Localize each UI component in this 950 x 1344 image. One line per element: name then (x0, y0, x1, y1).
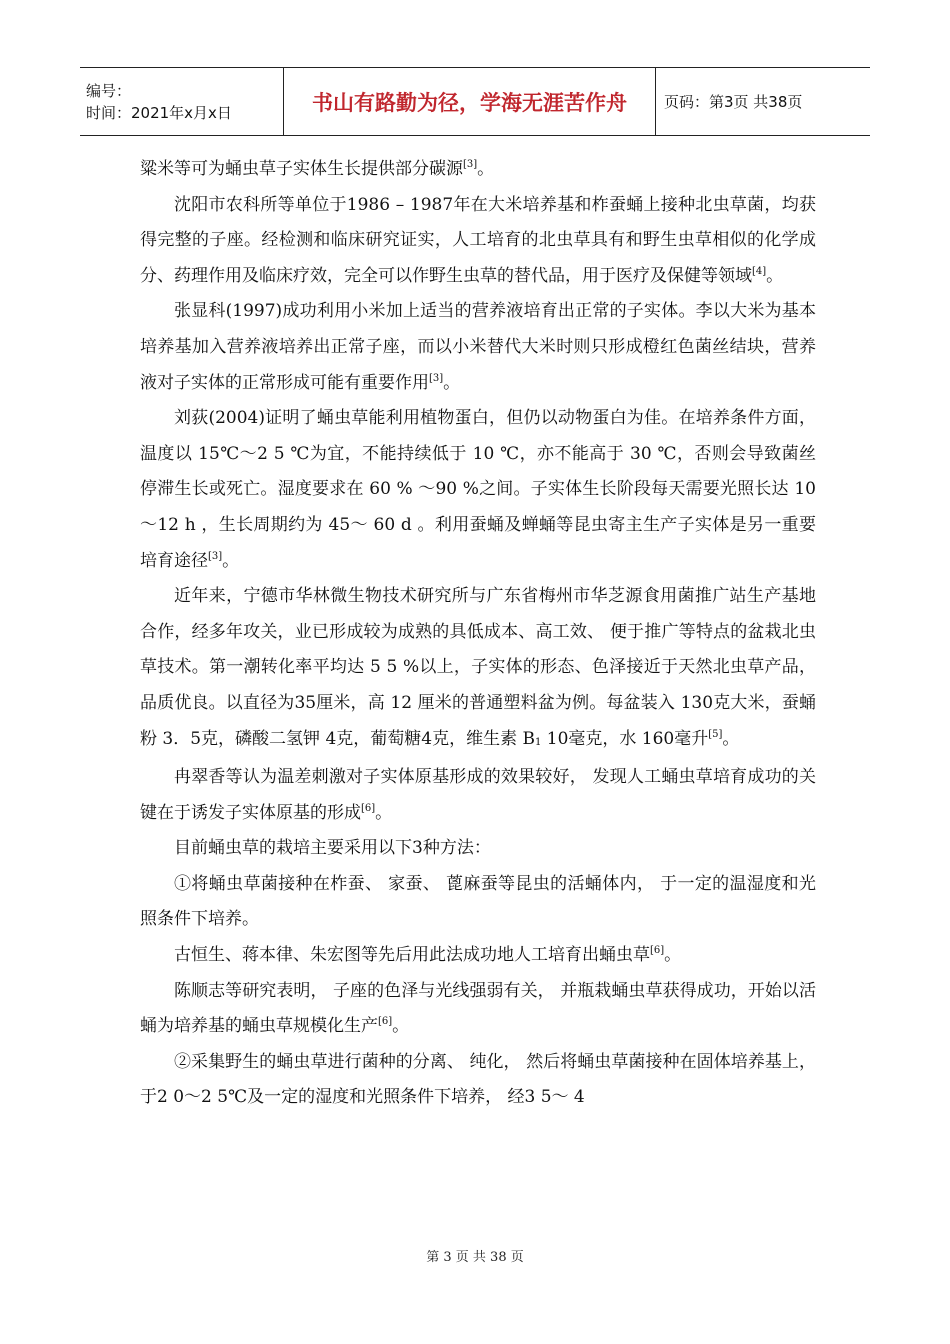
subscript: 1 (534, 736, 542, 748)
citation: [3] (429, 372, 444, 384)
citation: [6] (361, 802, 376, 814)
serial-label: 编号： (86, 81, 132, 100)
paragraph: 刘荻(2004)证明了蛹虫草能利用植物蛋白，但仍以动物蛋白为佳。在培养条件方面，温度以 15℃～2 5 ℃为宜，不能持续低于 10 ℃，亦不能高于 30 ℃，否则会导致菌丝停滞生长或死亡。湿度要求在 60 % ～90 %之间。子实体生长阶段每天需要光照长达 10～12 h ，生长周期约为 45～ 60 d 。利用蚕蛹及蝉蛹等昆虫寄主生产子实体是另一重要培育途径[3]。 (140, 408, 816, 571)
paragraph: 近年来，宁德市华林微生物技术研究所与广东省梅州市华芝源食用菌推广站生产基地合作，经多年攻关，业已形成较为成熟的具低成本、高工效、 便于推广等特点的盆栽北虫草技术。第一潮转化率平均达 5 5 %以上，子实体的形态、色泽接近于天然北虫草产品，品质优良。以直径为35厘米，高 12 厘米的普通塑料盆为例。每盆装入 130克大米，蚕蛹粉 3．5克，磷酸二氢钾 4克，葡萄糖4克，维生素 $B_1$ 10毫克，水 160毫升[5]。 (140, 586, 816, 749)
paragraph: ①将蛹虫草菌接种在柞蚕、 家蚕、 蓖麻蚕等昆虫的活蛹体内， 于一定的温湿度和光照条件下培养。 (140, 873, 816, 930)
paragraph: 沈阳市农科所等单位于1986 – 1987年在大米培养基和柞蚕蛹上接种北虫草菌，均获得完整的子座。经检测和临床研究证实，人工培育的北虫草具有和野生虫草相似的化学成分、药理作用及临床疗效，完全可以作野生虫草的替代品，用于医疗及保健等领域[4]。 (140, 194, 816, 286)
motto-text: 书山有路勤为径，学海无涯苦作舟 (312, 90, 627, 115)
citation: [3] (208, 550, 223, 562)
citation: [3] (463, 159, 478, 170)
header-motto (284, 68, 656, 135)
document-body (140, 152, 816, 1116)
paragraph: 张显科(1997)成功利用小米加上适当的营养液培育出正常的子实体。李以大米为基本培养基加入营养液培养出正常子座，而以小米替代大米时则只形成橙红色菌丝结块，营养液对子实体的正常形成可能有重要作用[3]。 (140, 301, 816, 393)
paragraph: ②采集野生的蛹虫草进行菌种的分离、 纯化， 然后将蛹虫草菌接种在固体培养基上， 于2 0～2 5℃及一定的湿度和光照条件下培养， 经3 5～ 4 (140, 1051, 816, 1108)
citation: [4] (752, 265, 767, 277)
page-header (80, 67, 870, 136)
time-label: 时间：2021年x月x日 (86, 103, 232, 122)
paragraph: 目前蛹虫草的栽培主要采用以下3种方法： (174, 838, 491, 859)
header-meta (80, 68, 284, 135)
paragraph: 冉翠香等认为温差刺激对子实体原基形成的效果较好， 发现人工蛹虫草培育成功的关键在于诱发子实体原基的形成[6]。 (140, 767, 816, 823)
footer-page-number: 第 3 页 共 38 页 (426, 1250, 524, 1265)
citation: [5] (708, 728, 723, 740)
citation: [6] (378, 1016, 393, 1028)
page-info-text: 页码：第3页 共38页 (664, 93, 803, 111)
citation: [6] (650, 945, 665, 957)
paragraph: 古恒生、蒋本律、朱宏图等先后用此法成功地人工培育出蛹虫草[6]。 (174, 945, 682, 966)
paragraph: 陈顺志等研究表明， 子座的色泽与光线强弱有关， 并瓶栽蛹虫草获得成功，开始以活蛹为培养基的蛹虫草规模化生产[6]。 (140, 980, 816, 1037)
header-page-info (656, 68, 870, 135)
page-footer (0, 1246, 950, 1265)
paragraph: 粱米等可为蛹虫草子实体生长提供部分碳源[3]。 (140, 159, 495, 179)
